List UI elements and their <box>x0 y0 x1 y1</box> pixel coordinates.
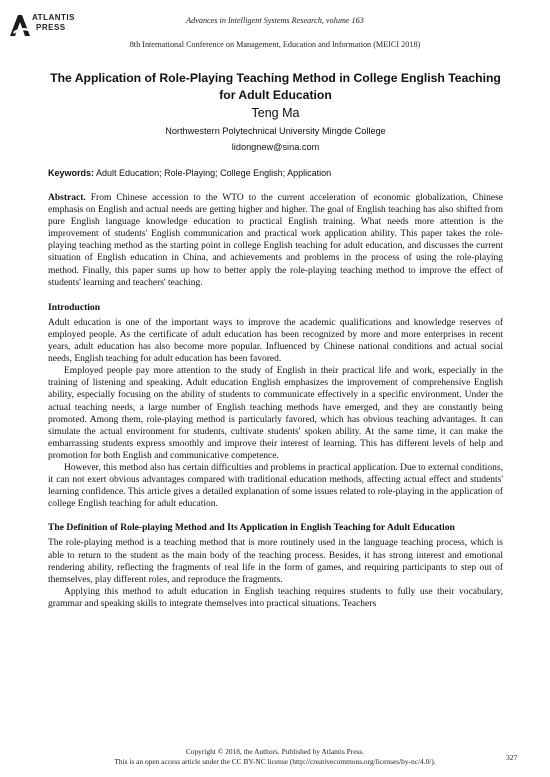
footer-license: This is an open access article under the CC BY-NC license (http://creativecommons.org/licenses/by-nc/4.0/). <box>114 756 436 766</box>
abstract-label: Abstract. <box>48 193 86 203</box>
series-volume: Advances in Intelligent Systems Research, volume 163 <box>186 16 364 25</box>
article-body <box>48 70 503 610</box>
definition-paragraph: Applying this method to adult education in English teaching requires students to fully use their vocabulary, grammar and speaking skills to integrate themselves into practical situations. Teachers <box>48 586 503 609</box>
atlantis-press-logo <box>6 10 75 42</box>
abstract <box>48 192 503 289</box>
author-affiliation: Northwestern Polytechnical University Mingde College <box>165 126 386 136</box>
keywords <box>48 167 503 179</box>
logo-line-2: PRESS <box>36 23 66 32</box>
logo-line-1: ATLANTIS <box>32 13 75 22</box>
definition-paragraph: The role-playing method is a teaching method that is more routinely used in the language teaching process, which is able to return to the student as the main body of the teaching process. Besides, it has strong interest and emotional rendering ability, reflecting the fragments of real life in the form of games, and requiring participants to step out of themselves, play different roles, and reproduce the fragments. <box>48 538 503 585</box>
section-heading-introduction: Introduction <box>48 301 101 313</box>
page-footer <box>0 747 550 766</box>
abstract-text: From Chinese accession to the WTO to the current acceleration of economic globalization, Chinese emphasis on English and actual needs are getting higher and higher. The goal of English teaching has also shifted from pure English language knowledge education to practical English training. What needs more attention is the improvement of students' English communication and practical work application ability. This paper takes the role-playing teaching method as the starting point in college English teaching for adult education, and discusses the current situation of English education in China, and achievements and problems in the process of using the role-playing method. Finally, this paper sums up how to better apply the role-playing teaching method to improve the effect of students' learning and teachers' teaching. <box>48 193 503 288</box>
intro-paragraph: However, this method also has certain difficulties and problems in practical application. Due to external conditions, it can not exert obvious advantages compared with traditional education methods, affecting actual effect and students' learning confidence. This article gives a detailed explanation of some issues related to role-playing in the application of college English teaching for adult education. <box>48 462 503 510</box>
author-email: lidongnew@sina.com <box>231 142 320 152</box>
paper-title: The Application of Role-Playing Teaching Method in College English Teaching for Adult Education <box>50 71 501 102</box>
intro-paragraph: Adult education is one of the important ways to improve the academic qualifications and knowledge reserves of employed people. As the certificate of adult education has been recognized by more and more enterprises in recent years, adult education has also become more popular. Influenced by Chinese national conditions and actual social needs, English teaching for adult education has been favored. <box>48 317 503 365</box>
author-name: Teng Ma <box>251 106 300 120</box>
page-number: 327 <box>506 753 518 762</box>
conference-name: 8th International Conference on Management, Education and Information (MEICI 2018) <box>129 40 421 49</box>
intro-paragraph: Employed people pay more attention to the study of English in their practical life and work, especially in the training of listening and speaking. Adult education English emphasizes the improvement of comprehensive English ability, especially focusing on the ability of students to communicate effectively in a specific environment. Under the actual teaching needs, a large number of English teaching methods have emerged, and they are constantly being promoted. Among them, role-playing method is particularly favored, which has obvious teaching advantages. It can simulate the actual environment for students, cultivate students' spoken ability. At the same time, it can make the embarrassing students express smoothly and improve their interest of learning. This has different levels of help and promotion for both English and communicative competence. <box>48 366 503 461</box>
section-heading-definition: The Definition of Role-playing Method and Its Application in English Teaching for Adult Education <box>48 522 455 534</box>
keywords-label: Keywords: <box>48 168 95 178</box>
footer-copyright: Copyright © 2018, the Authors. Published by Atlantis Press. <box>185 747 365 756</box>
keywords-text: Adult Education; Role-Playing; College English; Application <box>96 168 332 178</box>
